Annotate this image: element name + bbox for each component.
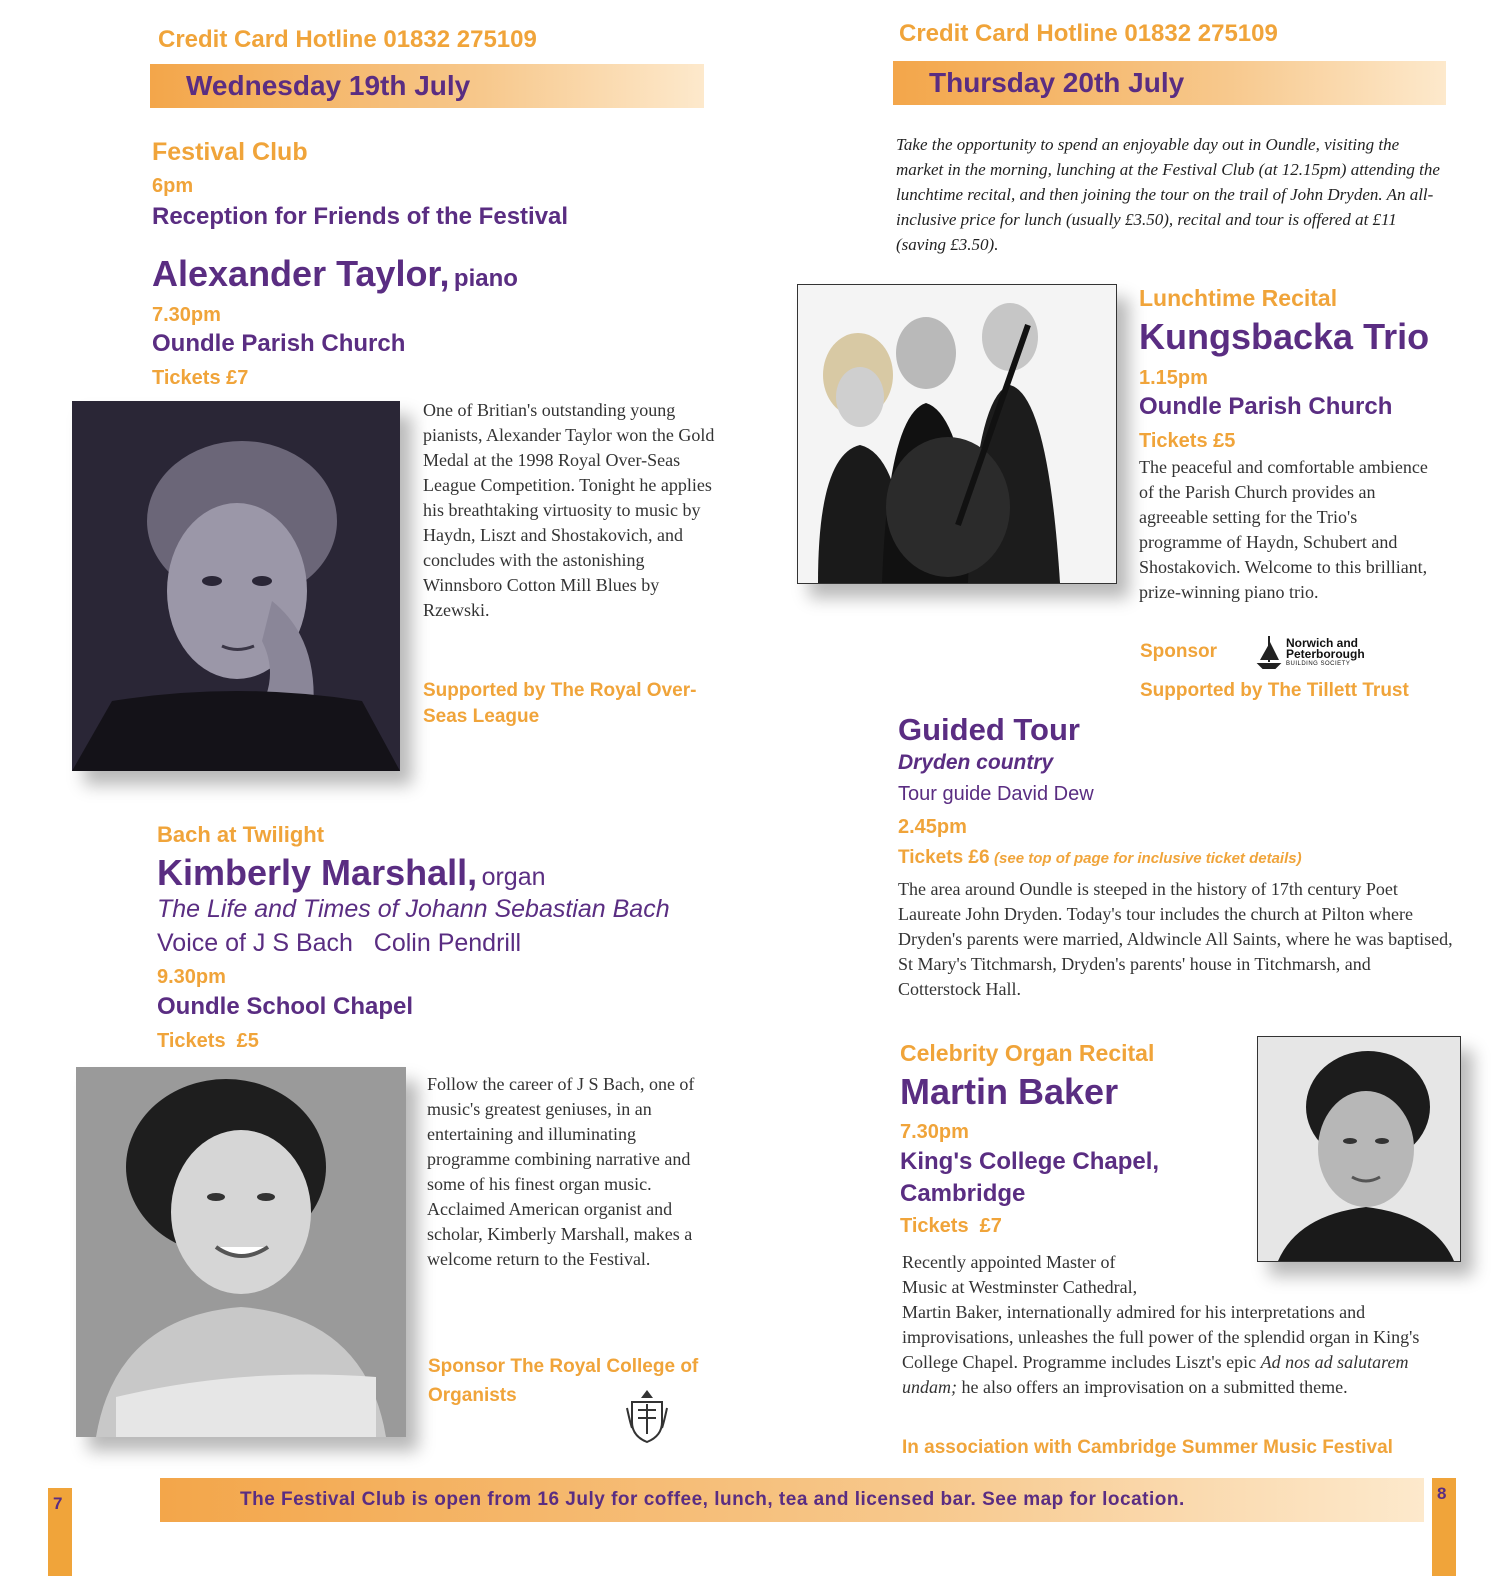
logo-line3: BUILDING SOCIETY — [1286, 661, 1351, 667]
sailing-ship-icon — [1255, 634, 1283, 670]
kungsbacka-time: 1.15pm — [1139, 367, 1208, 389]
marshall-subtitle: The Life and Times of Johann Sebastian Bach — [157, 895, 670, 923]
baker-desc-rest: Martin Baker, internationally admired for his interpretations and improvisations, unleashes the full power of the splendid organ in King's College Chapel. Programme includes Liszt's epic — [902, 1302, 1420, 1372]
kungsbacka-series: Lunchtime Recital — [1139, 285, 1338, 311]
baker-desc-body — [902, 1300, 1462, 1400]
right-date: Thursday 20th July — [929, 67, 1185, 98]
tour-title: Guided Tour — [898, 712, 1080, 747]
kungsbacka-description: The peaceful and comfortable ambience of the Parish Church provides an agreeable setting for the Trio's programme of Haydn, Schubert and Shostakovich. Welcome to this brilliant, prize-winning piano trio. — [1139, 457, 1428, 602]
taylor-photo — [72, 401, 400, 771]
marshall-name: Kimberly Marshall, — [157, 852, 478, 893]
baker-venue-line2: Cambridge — [900, 1180, 1026, 1207]
left-hotline: Credit Card Hotline 01832 275109 — [158, 26, 537, 53]
baker-description — [902, 1250, 1462, 1400]
taylor-role: piano — [453, 265, 518, 292]
marshall-series: Bach at Twilight — [157, 822, 325, 847]
left-page-tab — [48, 1488, 72, 1576]
logo-line2: Peterborough — [1286, 647, 1365, 661]
right-date-band — [893, 61, 1446, 105]
kungsbacka-tickets: Tickets £5 — [1139, 430, 1236, 452]
left-date: Wednesday 19th July — [186, 70, 471, 101]
festival-club-time: 6pm — [152, 175, 194, 197]
baker-photo — [1257, 1036, 1461, 1262]
kungsbacka-venue: Oundle Parish Church — [1139, 393, 1393, 420]
baker-desc-title: Ad nos ad salutarem undam; — [902, 1352, 1409, 1397]
marshall-heading — [157, 852, 546, 894]
marshall-role: organ — [481, 863, 546, 891]
marshall-venue: Oundle School Chapel — [157, 993, 414, 1020]
festival-club-event: Reception for Friends of the Festival — [152, 203, 569, 230]
tour-tickets-note: (see top of page for inclusive ticket details) — [994, 850, 1302, 867]
royal-college-crest — [626, 1388, 668, 1451]
baker-time: 7.30pm — [900, 1121, 969, 1143]
right-page-number: 8 — [1437, 1484, 1447, 1503]
marshall-description: Follow the career of J S Bach, one of music's greatest geniuses, in an entertaining and illuminating programme combining narrative and some of his finest organ music. Acclaimed American organist and scholar, Kimberly Marshall, makes a welcome return to the Festival. — [427, 1074, 695, 1269]
footer-band — [160, 1478, 1424, 1522]
kungsbacka-name: Kungsbacka Trio — [1139, 316, 1430, 357]
kungsbacka-support: Supported by The Tillett Trust — [1140, 680, 1409, 701]
right-hotline: Credit Card Hotline 01832 275109 — [899, 20, 1278, 47]
baker-desc-line1: Recently appointed Master of — [902, 1252, 1116, 1272]
baker-desc-end: he also offers an improvisation on a submitted theme. — [961, 1377, 1348, 1397]
baker-series: Celebrity Organ Recital — [900, 1040, 1155, 1066]
taylor-time: 7.30pm — [152, 304, 221, 326]
baker-name: Martin Baker — [900, 1071, 1119, 1112]
marshall-tickets: Tickets £5 — [157, 1030, 259, 1052]
tour-tickets: Tickets £6 — [898, 847, 990, 868]
marshall-voice: Voice of J S Bach Colin Pendrill — [157, 929, 522, 957]
tour-guide: Tour guide David Dew — [898, 783, 1094, 805]
left-page-number: 7 — [53, 1494, 63, 1513]
tour-subtitle: Dryden country — [898, 751, 1054, 774]
taylor-heading — [152, 253, 518, 295]
kungsbacka-sponsor-label: Sponsor — [1140, 641, 1218, 662]
festival-club-title: Festival Club — [152, 138, 308, 166]
baker-tickets: Tickets £7 — [900, 1215, 1002, 1237]
baker-venue-line1: King's College Chapel, — [900, 1148, 1160, 1175]
kungsbacka-photo — [797, 284, 1117, 584]
taylor-tickets: Tickets £7 — [152, 367, 249, 389]
taylor-venue: Oundle Parish Church — [152, 330, 406, 357]
tour-time: 2.45pm — [898, 816, 967, 838]
marshall-sponsor: Sponsor The Royal College of Organists — [428, 1356, 699, 1406]
marshall-photo — [76, 1067, 406, 1437]
left-date-band — [150, 64, 704, 108]
right-intro: Take the opportunity to spend an enjoyable day out in Oundle, visiting the market in the morning, lunching at the Festival Club (at 12.15pm) attending the lunchtime recital, and then joining the tour on the trail of John Dryden. An all-inclusive price for lunch (usually £3.50), recital and tour is offered at £11 (saving £3.50). — [896, 135, 1440, 254]
norwich-peterborough-logo — [1255, 632, 1385, 672]
baker-association: In association with Cambridge Summer Music Festival — [902, 1437, 1393, 1458]
footer-note: The Festival Club is open from 16 July for coffee, lunch, tea and licensed bar. See map for location. — [240, 1489, 1185, 1510]
taylor-name: Alexander Taylor, — [152, 253, 450, 294]
tour-tickets-line — [898, 847, 1302, 869]
taylor-support: Supported by The Royal Over-Seas League — [423, 680, 697, 727]
right-page-tab — [1432, 1478, 1456, 1576]
taylor-description: One of Britian's outstanding young pianists, Alexander Taylor won the Gold Medal at the 1998 Royal Over-Seas League Competition. Tonight he applies his breathtaking virtuosity to music by Haydn, Liszt and Shostakovich, and concludes with the astonishing Winnsboro Cotton Mill Blues by Rzewski. — [423, 400, 715, 620]
baker-desc-line2: Music at Westminster Cathedral, — [902, 1277, 1138, 1297]
marshall-time: 9.30pm — [157, 966, 226, 988]
tour-description: The area around Oundle is steeped in the history of 17th century Poet Laureate John Dryden. Today's tour includes the church at Pilton where Dryden's parents were married, Aldwincle All Saints, where he was baptised, St Mary's Titchmarsh, Dryden's parents' house in Titchmarsh, and Cotterstock Hall. — [898, 879, 1453, 999]
logo-line1: Norwich and — [1286, 636, 1359, 650]
